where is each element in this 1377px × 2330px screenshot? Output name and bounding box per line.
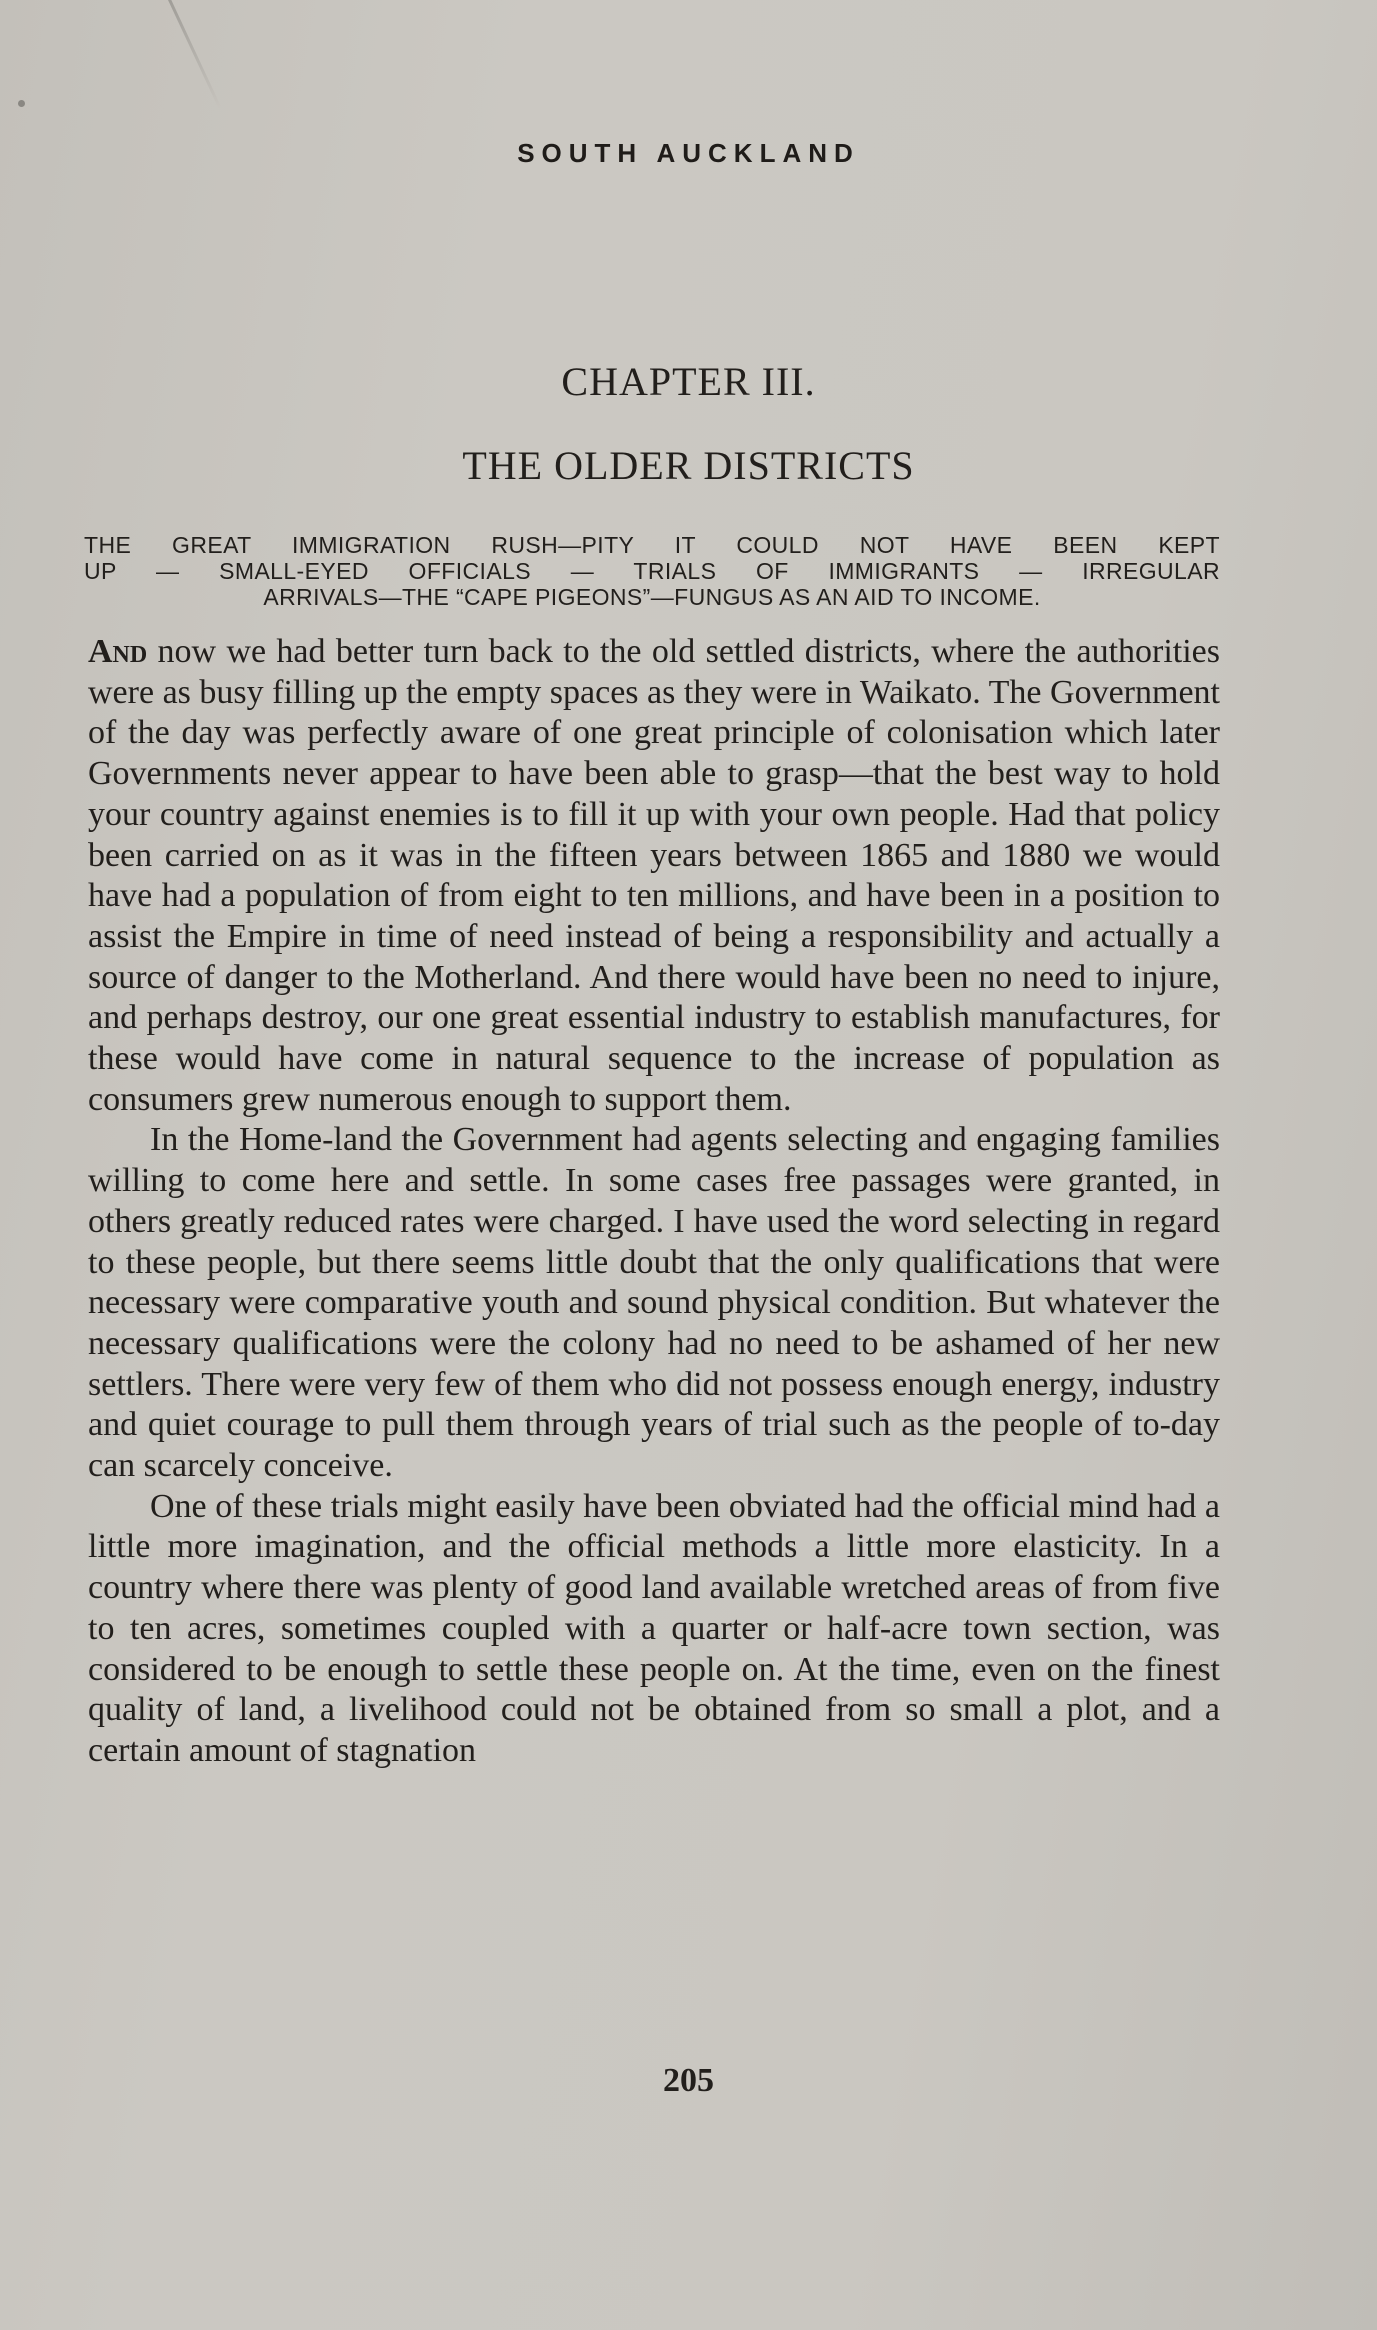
opening-word: And <box>88 633 148 670</box>
paragraph-1 <box>88 632 1220 1120</box>
chapter-number: CHAPTER III. <box>561 359 816 404</box>
chapter-synopsis <box>84 532 1220 610</box>
paragraph-2: In the Home-land the Government had agents selecting and engaging families willing to come here and settle. In some cases free passages were granted, in others greatly reduced rates were charged. I have used the word selecting in regard to these people, but there seems little doubt that the only qualifications that were necessary were comparative youth and sound physical condition. But whatever the necessary qualifications were the colony had no need to be ashamed of her new settlers. There were very few of them who did not possess enough energy, industry and quiet courage to pull them through years of trial such as the people of to-day can scarcely conceive. <box>88 1121 1220 1485</box>
paper-spot <box>18 100 25 107</box>
page-number: 205 <box>663 2062 714 2099</box>
chapter-title: THE OLDER DISTRICTS <box>462 443 915 488</box>
synopsis-line: UP — SMALL-EYED OFFICIALS — TRIALS OF IMMIGRANTS — IRREGULAR <box>84 558 1220 584</box>
paragraph-text: now we had better turn back to the old settled districts, where the authorities were as busy filling up the empty spaces as they were in Waikato. The Government of the day was perfectly aware of one great principle of colonisation which later Governments never appear to have been able to grasp—that the best way to hold your country against enemies is to fill it up with your own people. Had that policy been carried on as it was in the fifteen years between 1865 and 1880 we would have had a population of from eight to ten millions, and have been in a position to assist the Empire in time of need instead of being a responsibility and actually a source of danger to the Motherland. And there would have been no need to injure, and perhaps destroy, our one great essential industry to establish manufactures, for these would have come in natural sequence to the increase of population as consumers grew numerous enough to support them. <box>88 633 1220 1118</box>
body-text <box>88 632 1220 1772</box>
synopsis-line: THE GREAT IMMIGRATION RUSH—PITY IT COULD NOT HAVE BEEN KEPT <box>84 532 1220 558</box>
page-crease <box>168 0 221 109</box>
paragraph-3: One of these trials might easily have been obviated had the official mind had a little more imagination, and the official methods a little more elasticity. In a country where there was plenty of good land available wretched areas of from five to ten acres, sometimes coupled with a quarter or half-acre town section, was considered to be enough to settle these people on. At the time, even on the finest quality of land, a livelihood could not be obtained from so small a plot, and a certain amount of stagnation <box>88 1487 1220 1769</box>
running-head: SOUTH AUCKLAND <box>517 138 860 168</box>
synopsis-line: ARRIVALS—THE “CAPE PIGEONS”—FUNGUS AS AN AID TO INCOME. <box>263 584 1041 610</box>
